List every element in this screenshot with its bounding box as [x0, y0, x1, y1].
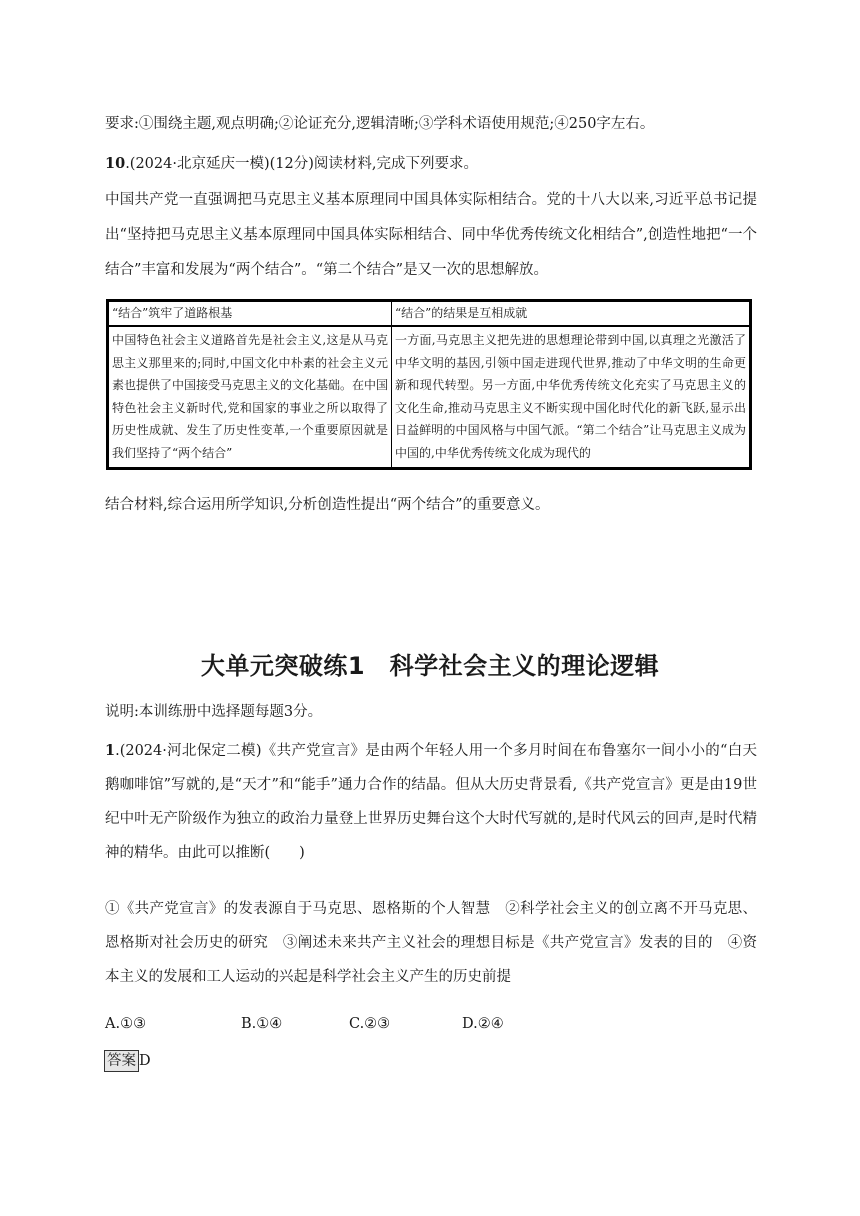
- question-10-source: .(2024·北京延庆一模)(12分)阅读材料,完成下列要求。: [125, 156, 478, 172]
- table-cell-left: 中国特色社会主义道路首先是社会主义,这是从马克思主义那里来的;同时,中国文化中朴素的社会主义元素也提供了中国接受马克思主义的文化基础。在中国特色社会主义新时代,党和国家的事业之所以取得了历史性成就、发生了历史性变革,一个重要原因就是我们坚持了“两个结合”: [112, 333, 389, 460]
- answer-line: [104, 1050, 151, 1072]
- question-10-header: [105, 148, 755, 180]
- section-title: 大单元突破练1 科学社会主义的理论逻辑: [200, 652, 660, 680]
- question-1-number: 1: [105, 742, 116, 759]
- answer-label: 答案: [104, 1050, 139, 1072]
- question-10-task: 结合材料,综合运用所学知识,分析创造性提出“两个结合”的重要意义。: [105, 497, 550, 513]
- table-cell-right: 一方面,马克思主义把先进的思想理论带到中国,以真理之光激活了中华文明的基因,引领中国走进现代世界,推动了中华文明的生命更新和现代转型。另一方面,中华优秀传统文化充实了马克思主义的文化生命,推动马克思主义不断实现中国化时代化的新飞跃,显示出日益鲜明的中国风格与中国气派。“第二个结合”让马克思主义成为中国的,中华优秀传统文化成为现代的: [395, 333, 746, 460]
- option-b: B.①④: [241, 1016, 283, 1032]
- requirements-text: 要求:①围绕主题,观点明确;②论证充分,逻辑清晰;③学科术语使用规范;④250字左右。: [105, 116, 655, 132]
- section-note: 说明:本训练册中选择题每题3分。: [105, 704, 323, 720]
- table-header-right: “结合”的结果是互相成就: [392, 301, 751, 327]
- question-1-statements: ①《共产党宣言》的发表源自于马克思、恩格斯的个人智慧 ②科学社会主义的创立离不开马克思、恩格斯对社会历史的研究 ③阐述未来共产主义社会的理想目标是《共产党宣言》发表的目的 ④资本主义的发展和工人运动的兴起是科学社会主义产生的历史前提: [105, 901, 757, 985]
- question-10-number: 10: [105, 155, 126, 172]
- answer-value: D: [139, 1053, 151, 1069]
- option-d: D.②④: [462, 1016, 504, 1032]
- question-1-stem-text: .(2024·河北保定二模)《共产党宣言》是由两个年轻人用一个多月时间在布鲁塞尔一间小小的“白天鹅咖啡馆”写就的,是“天才”和“能手”通力合作的结晶。但从大历史背景看,《共产党宣言》更是由19世纪中叶无产阶级作为独立的政治力量登上世界历史舞台这个大时代写就的,是时代风云的回声,是时代精神的精华。由此可以推断( ): [105, 743, 757, 861]
- question-1-stem: [105, 734, 757, 870]
- option-a: A.①③: [105, 1016, 147, 1032]
- option-c: C.②③: [349, 1016, 391, 1032]
- material-table: [106, 299, 752, 470]
- question-10-material: 中国共产党一直强调把马克思主义基本原理同中国具体实际相结合。党的十八大以来,习近平总书记提出“坚持把马克思主义基本原理同中国具体实际相结合、同中华优秀传统文化相结合”,创造性地把“一个结合”丰富和发展为“两个结合”。“第二个结合”是又一次的思想解放。: [105, 192, 757, 278]
- table-header-left: “结合”筑牢了道路根基: [108, 301, 392, 327]
